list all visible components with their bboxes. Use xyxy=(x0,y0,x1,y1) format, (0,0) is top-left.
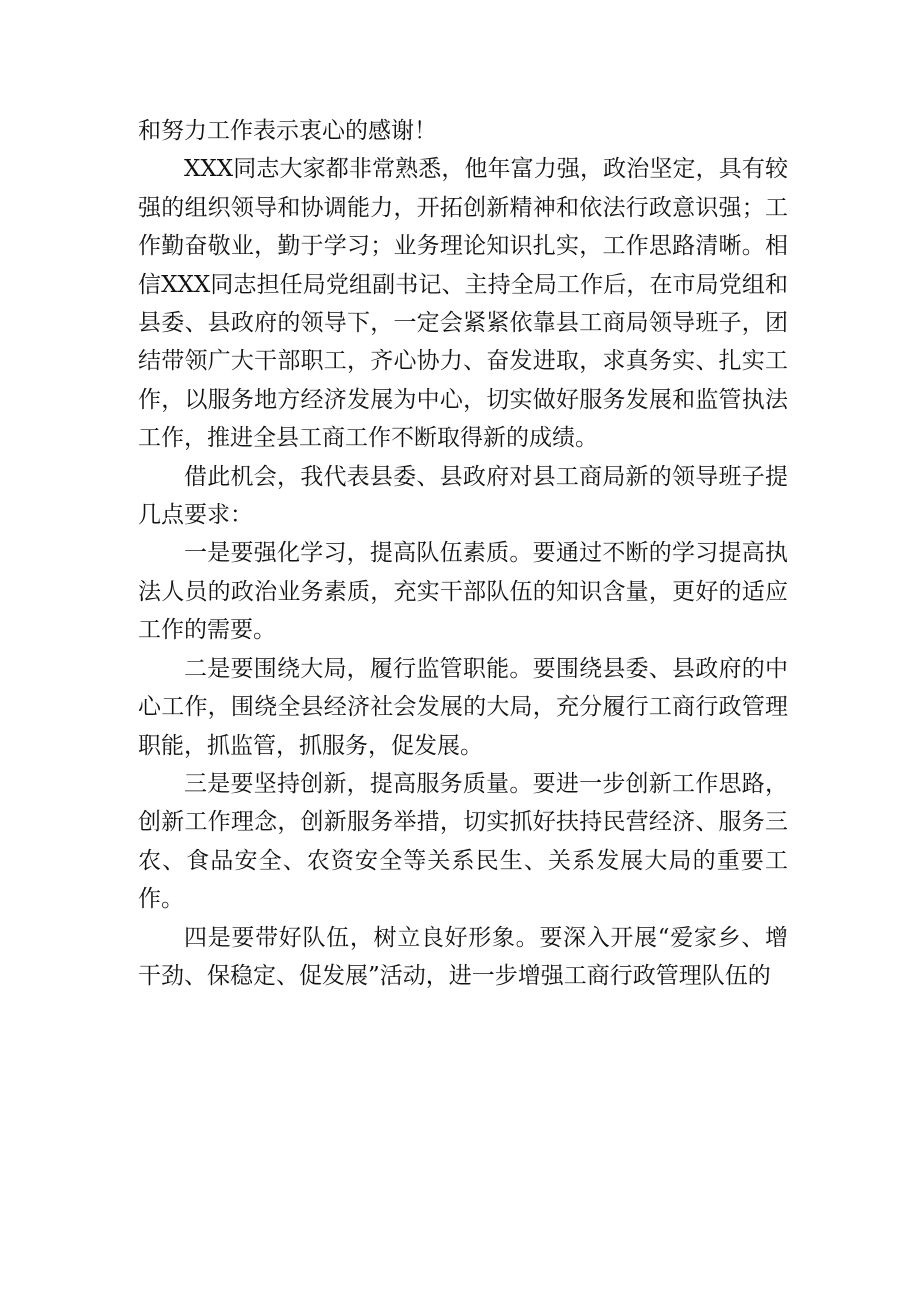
paragraph-requirement-four: 四是要带好队伍，树立良好形象。要深入开展“爱家乡、增干劲、保稳定、促发展”活动，进一步增强工商行政管理队伍的 xyxy=(138,924,788,989)
paragraph-requirement-one: 一是要强化学习，提高队伍素质。要通过不断的学习提高执法人员的政治业务素质，充实干部队伍的知识含量，更好的适应工作的需要。 xyxy=(138,540,788,644)
paragraph-requirement-three: 三是要坚持创新，提高服务质量。要进一步创新工作思路，创新工作理念，创新服务举措，切实抓好扶持民营经济、服务三农、食品安全、农资安全等关系民生、关系发展大局的重要工作。 xyxy=(138,770,788,913)
paragraph-requirement-two: 二是要围绕大局，履行监管职能。要围绕县委、县政府的中心工作，围绕全县经济社会发展的大局，充分履行工商行政管理职能，抓监管，抓服务，促发展。 xyxy=(138,655,788,759)
paragraph-closing-thanks: 和努力工作表示衷心的感谢！ xyxy=(138,118,437,144)
paragraph-requirements-intro: 借此机会，我代表县委、县政府对县工商局新的领导班子提几点要求： xyxy=(138,463,788,529)
paragraph-candidate-introduction: XXX同志大家都非常熟悉，他年富力强，政治坚定，具有较强的组织领导和协调能力，开拓创新精神和依法行政意识强；工作勤奋敬业，勤于学习；业务理论知识扎实，工作思路清晰。相信XXX同志担任局党组副书记、主持全局工作后，在市局党组和县委、县政府的领导下，一定会紧紧依靠县工商局领导班子，团结带领广大干部职工，齐心协力、奋发进取，求真务实、扎实工作，以服务地方经济发展为中心，切实做好服务发展和监管执法工作，推进全县工商工作不断取得新的成绩。 xyxy=(138,156,788,452)
document-body xyxy=(138,112,788,995)
